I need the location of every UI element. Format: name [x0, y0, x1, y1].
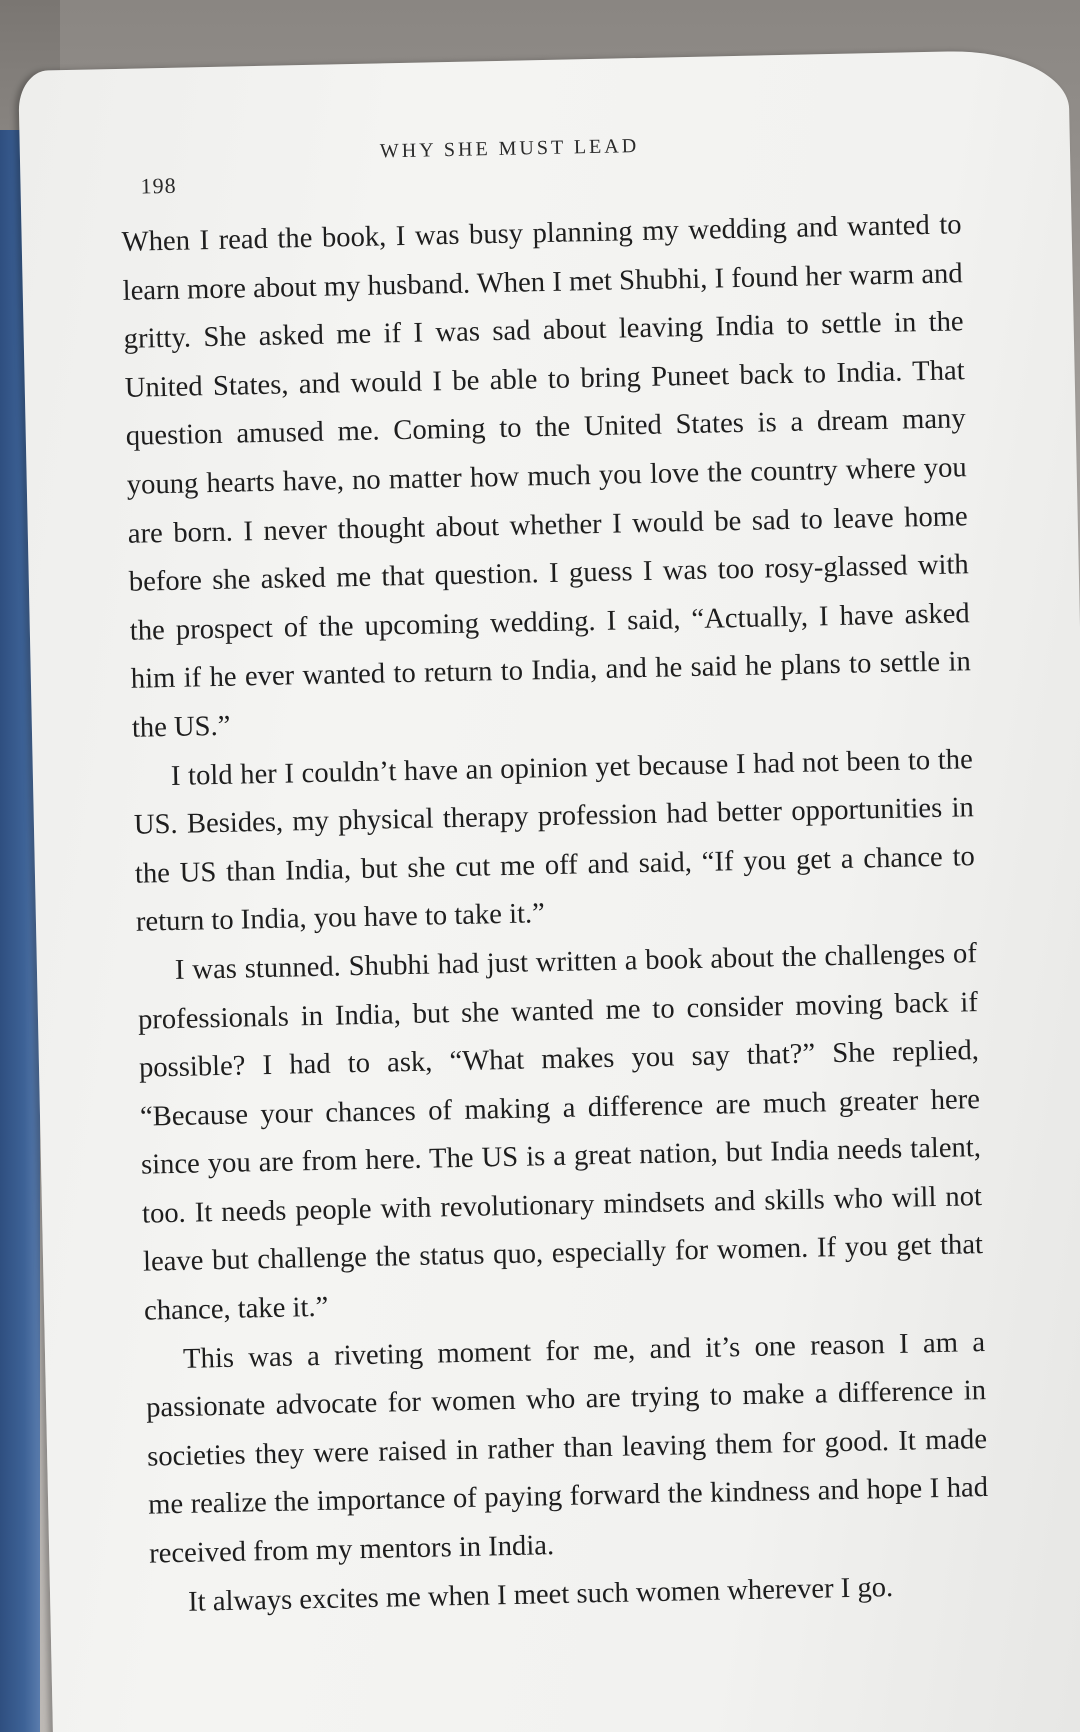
book-page [18, 49, 1080, 1732]
body-text [121, 201, 990, 1628]
running-head: WHY SHE MUST LEAD [379, 135, 640, 163]
page-number: 198 [140, 172, 177, 199]
paragraph-3: I was stunned. Shubhi had just written a book about the challenges of professionals in India, but she wanted me to consider moving back if possible? I had to ask, “What makes you say that?” She replied, “Because your chances of making a difference are much greater here since you are from here. The US is a great nation, but India needs talent, too. It needs people with revolutionary mindsets and skills who will not leave but challenge the status quo, especially for women. If you get that chance, take it.” [137, 938, 984, 1327]
paragraph-2: I told her I couldn’t have an opinion yet because I had not been to the US. Besides, my physical therapy profession had better opportunities in the US than India, but she cut me off and said, “If you get a chance to return to India, you have to take it.” [133, 743, 976, 939]
paragraph-5: It always excites me when I meet such women wherever I go. [187, 1571, 894, 1618]
paragraph-4: This was a riveting moment for me, and it’s one reason I am a passionate advocate for women who are trying to make a difference in societies they were raised in rather than leaving them for good. It made me realize the importance of paying forward the kindness and hope I had received from my mentors in India. [145, 1326, 989, 1570]
paragraph-1: When I read the book, I was busy planning my wedding and wanted to learn more about my husband. When I met Shubhi, I found her warm and gritty. She asked me if I was sad about leaving India to settle in the United States, and would I be able to bring Puneet back to India. That question amused me. Coming to the United States is a dream many young hearts have, no matter how much you love the country where you are born. I never thought about whether I would be sad to leave home before she asked me that question. I guess I was too rosy-glassed with the prospect of the upcoming wedding. I said, “Actually, I have asked him if he ever wanted to return to India, and he said he plans to settle in the US.” [121, 209, 972, 744]
